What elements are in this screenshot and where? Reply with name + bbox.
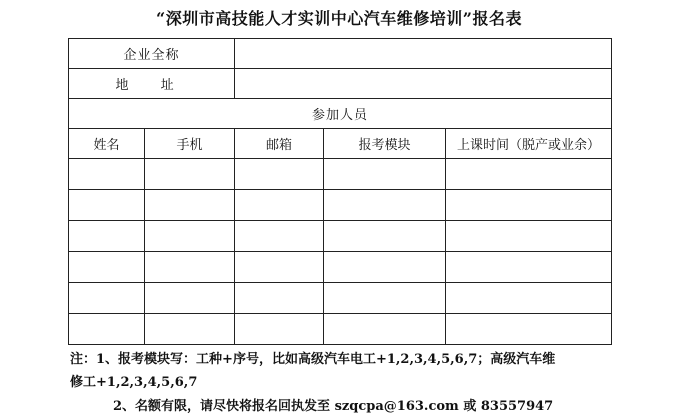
schedule-cell[interactable] [446,190,612,221]
name-cell[interactable] [69,221,145,252]
table-row [69,159,612,190]
schedule-cell[interactable] [446,252,612,283]
company-label: 企业全称 [69,39,235,69]
module-cell[interactable] [324,252,446,283]
phone-cell[interactable] [145,221,235,252]
note-line-1-continued: 修工+1,2,3,4,5,6,7 [70,375,198,390]
phone-cell[interactable] [145,314,235,345]
participants-header: 参加人员 [69,99,612,129]
table-row [69,190,612,221]
email-cell[interactable] [235,314,324,345]
email-cell[interactable] [235,159,324,190]
col-header-name: 姓名 [69,129,145,159]
module-cell[interactable] [324,283,446,314]
column-header-row [69,129,612,159]
module-cell[interactable] [324,221,446,252]
phone-cell[interactable] [145,190,235,221]
phone-cell[interactable] [145,159,235,190]
company-row [69,39,612,69]
module-cell[interactable] [324,190,446,221]
address-value-field[interactable] [235,69,612,99]
name-cell[interactable] [69,314,145,345]
table-row [69,221,612,252]
form-title: “深圳市高技能人才实训中心汽车维修培训”报名表 [156,9,522,28]
company-value-field[interactable] [235,39,612,69]
note-line-1: 注：1、报考模块写：工种+序号，比如高级汽车电工+1,2,3,4,5,6,7；高级汽车维 [70,352,556,367]
module-cell[interactable] [324,314,446,345]
table-row [69,283,612,314]
col-header-phone: 手机 [145,129,235,159]
name-cell[interactable] [69,159,145,190]
participants-section-row [69,99,612,129]
table-row [69,314,612,345]
address-row [69,69,612,99]
col-header-email: 邮箱 [235,129,324,159]
registration-table [68,38,612,345]
email-cell[interactable] [235,190,324,221]
schedule-cell[interactable] [446,159,612,190]
schedule-cell[interactable] [446,283,612,314]
schedule-cell[interactable] [446,314,612,345]
name-cell[interactable] [69,190,145,221]
note-line-2: 2、名额有限，请尽快将报名回执发至 szqcpa@163.com 或 83557947 [113,399,554,414]
email-cell[interactable] [235,252,324,283]
phone-cell[interactable] [145,252,235,283]
name-cell[interactable] [69,283,145,314]
schedule-cell[interactable] [446,221,612,252]
name-cell[interactable] [69,252,145,283]
email-cell[interactable] [235,283,324,314]
col-header-schedule: 上课时间（脱产或业余） [446,129,612,159]
email-cell[interactable] [235,221,324,252]
table-row [69,252,612,283]
address-label: 地 址 [69,69,235,99]
module-cell[interactable] [324,159,446,190]
col-header-module: 报考模块 [324,129,446,159]
phone-cell[interactable] [145,283,235,314]
